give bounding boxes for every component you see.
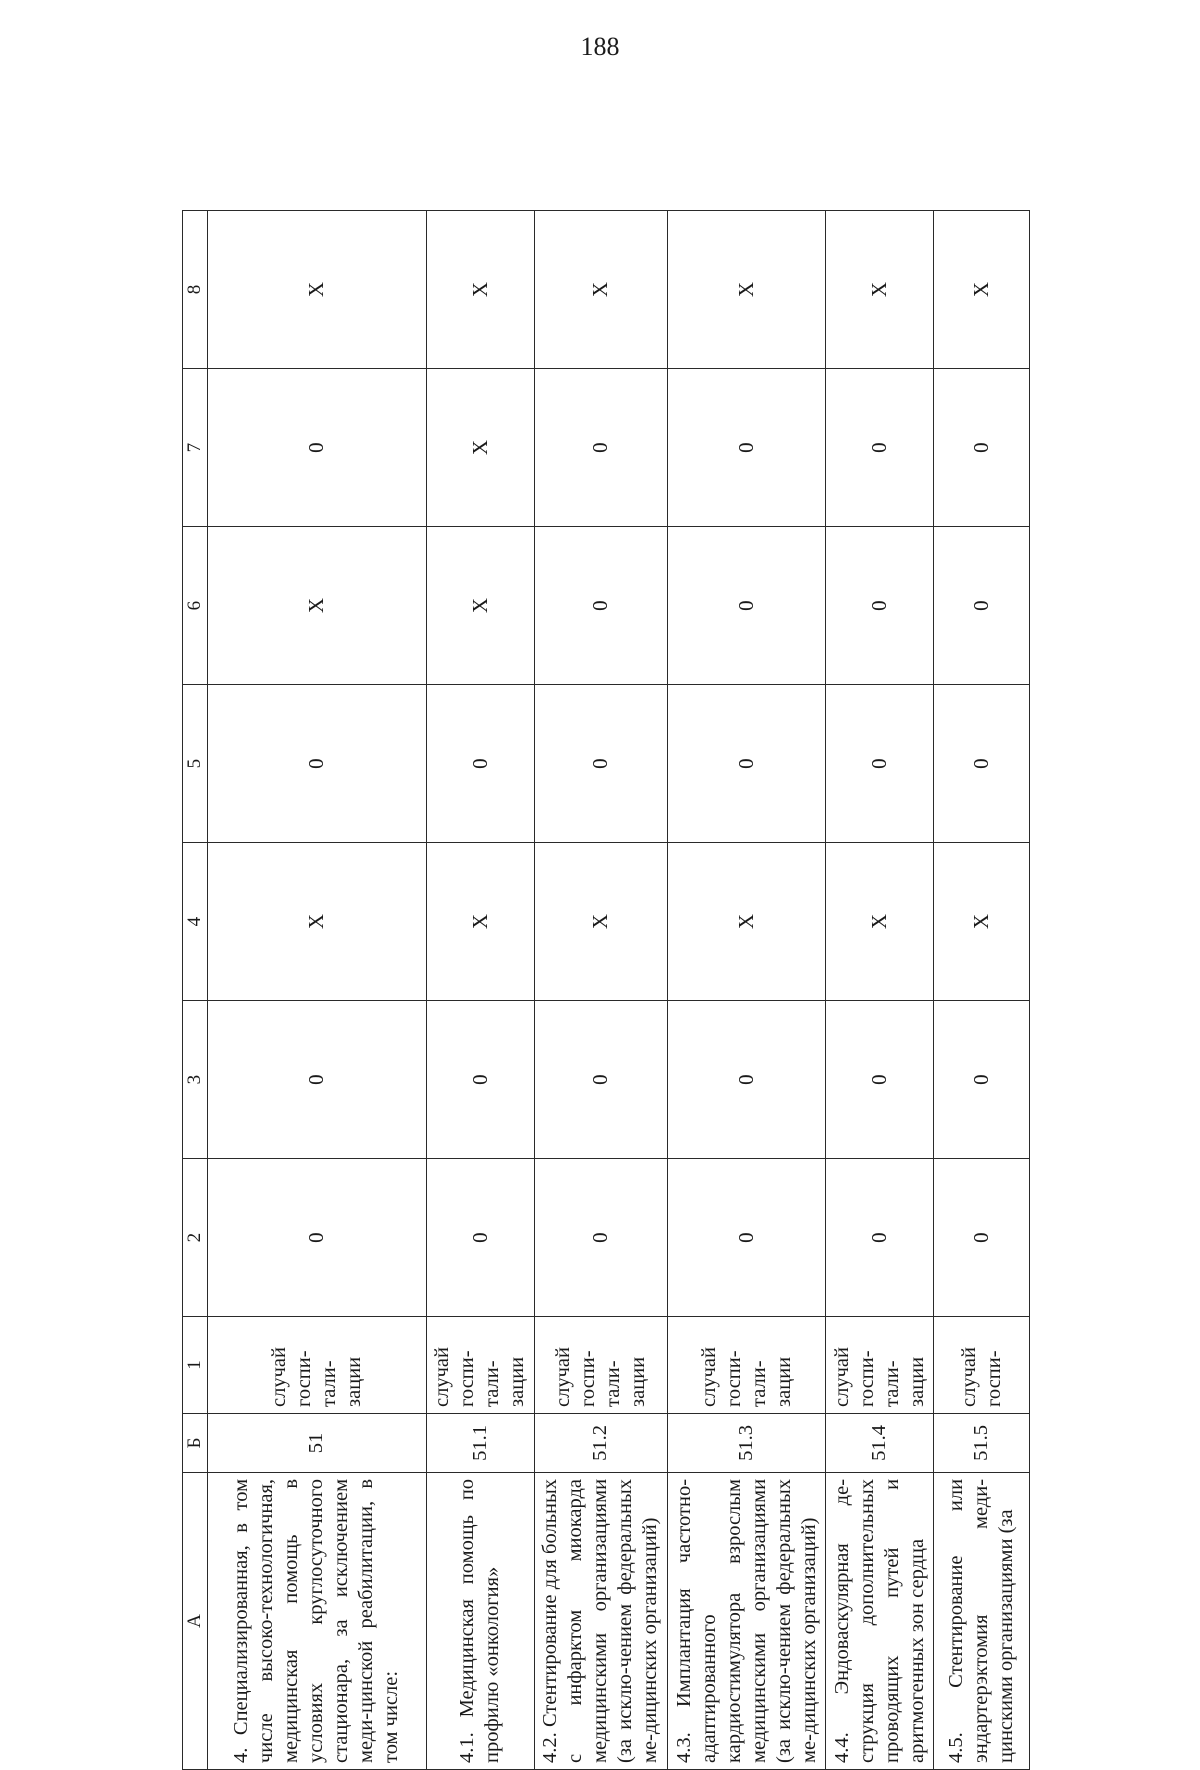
value-cell: X xyxy=(934,211,1030,369)
row-unit-cell xyxy=(826,1317,934,1414)
value-cell: X xyxy=(426,211,534,369)
column-header: 3 xyxy=(183,1001,208,1159)
unit-line: тали- xyxy=(747,1360,770,1407)
unit-line: тали- xyxy=(481,1360,504,1407)
value-cell: X xyxy=(208,843,427,1001)
unit-line: госпи- xyxy=(292,1350,315,1407)
row-name-cell: 4.3. Имплантация частотно-адаптированного кардиостимулятора взрослым медицинскими организациями (за исклю-чением федеральных ме-дицинских организаций) xyxy=(667,1472,825,1769)
column-header: 6 xyxy=(183,527,208,685)
value-cell: X xyxy=(426,843,534,1001)
row-name-cell: 4.1. Медицинская помощь по профилю «онкология» xyxy=(426,1472,534,1769)
table-row xyxy=(667,211,825,1770)
table-row xyxy=(534,211,667,1770)
column-header: A xyxy=(183,1472,208,1769)
table-row xyxy=(208,211,427,1770)
value-cell: X xyxy=(534,843,667,1001)
value-cell: X xyxy=(667,843,825,1001)
value-cell: 0 xyxy=(534,1159,667,1317)
value-cell: 0 xyxy=(667,685,825,843)
table-body xyxy=(208,211,1030,1770)
row-name-cell: 4. Специализированная, в том числе высоко-технологичная, медицинская помощь в условиях круглосуточного стационара, за исключением меди-цинской реабилитации, в том числе: xyxy=(208,1472,427,1769)
value-cell: 0 xyxy=(826,527,934,685)
value-cell: X xyxy=(426,527,534,685)
column-header: Б xyxy=(183,1413,208,1472)
value-cell: X xyxy=(534,211,667,369)
value-cell: X xyxy=(826,843,934,1001)
column-header: 5 xyxy=(183,685,208,843)
value-cell: 0 xyxy=(426,685,534,843)
value-cell: 0 xyxy=(534,369,667,527)
table-header-row xyxy=(183,211,208,1770)
unit-line: госпи- xyxy=(722,1350,745,1407)
row-name-cell: 4.4. Эндоваскулярная де-струкция дополнительных проводящих путей и аритмогенных зон сердца xyxy=(826,1472,934,1769)
table-row xyxy=(826,211,934,1770)
value-cell: X xyxy=(826,211,934,369)
unit-line: зации xyxy=(342,1356,365,1407)
value-cell: X xyxy=(208,527,427,685)
value-cell: X xyxy=(934,843,1030,1001)
unit-line: зации xyxy=(772,1356,795,1407)
value-cell: 0 xyxy=(426,1159,534,1317)
unit-line: госпи- xyxy=(456,1350,479,1407)
value-cell: 0 xyxy=(426,1001,534,1159)
unit-line: случай xyxy=(830,1347,853,1407)
value-cell: 0 xyxy=(826,369,934,527)
value-cell: X xyxy=(208,211,427,369)
column-header: 7 xyxy=(183,369,208,527)
unit-line: госпи- xyxy=(855,1350,878,1407)
value-cell: 0 xyxy=(934,685,1030,843)
row-unit-cell xyxy=(667,1317,825,1414)
value-cell: 0 xyxy=(667,369,825,527)
page-number: 188 xyxy=(580,32,620,61)
column-header: 2 xyxy=(183,1159,208,1317)
value-cell: 0 xyxy=(826,685,934,843)
row-name-cell: 4.2. Стентирование для больных с инфарктом миокарда медицинскими организациями (за исклю-чением федеральных ме-дицинских организаций) xyxy=(534,1472,667,1769)
table-row xyxy=(426,211,534,1770)
value-cell: 0 xyxy=(534,1001,667,1159)
unit-line: случай xyxy=(431,1347,454,1407)
value-cell: 0 xyxy=(934,527,1030,685)
row-code-cell: 51.5 xyxy=(934,1413,1030,1472)
value-cell: 0 xyxy=(208,1001,427,1159)
unit-line: случай xyxy=(957,1347,980,1407)
unit-line: случай xyxy=(267,1347,290,1407)
value-cell: 0 xyxy=(934,1159,1030,1317)
column-header: 4 xyxy=(183,843,208,1001)
row-name-cell: 4.5. Стентирование или эндартерэктомия меди-цинскими организациями (за xyxy=(934,1472,1030,1769)
row-code-cell: 51.2 xyxy=(534,1413,667,1472)
value-cell: 0 xyxy=(826,1001,934,1159)
value-cell: 0 xyxy=(208,685,427,843)
unit-line: госпи- xyxy=(982,1350,1005,1407)
value-cell: 0 xyxy=(208,369,427,527)
value-cell: 0 xyxy=(534,685,667,843)
value-cell: 0 xyxy=(534,527,667,685)
data-table xyxy=(182,210,1030,1770)
value-cell: X xyxy=(667,211,825,369)
row-code-cell: 51 xyxy=(208,1413,427,1472)
row-unit-cell xyxy=(426,1317,534,1414)
unit-line: тали- xyxy=(317,1360,340,1407)
table-row xyxy=(934,211,1030,1770)
value-cell: X xyxy=(426,369,534,527)
row-unit-cell xyxy=(534,1317,667,1414)
unit-line: зации xyxy=(626,1356,649,1407)
value-cell: 0 xyxy=(667,1159,825,1317)
row-unit-cell xyxy=(934,1317,1030,1414)
unit-line: случай xyxy=(551,1347,574,1407)
unit-line: тали- xyxy=(601,1360,624,1407)
row-code-cell: 51.4 xyxy=(826,1413,934,1472)
row-code-cell: 51.1 xyxy=(426,1413,534,1472)
column-header: 1 xyxy=(183,1317,208,1414)
row-code-cell: 51.3 xyxy=(667,1413,825,1472)
value-cell: 0 xyxy=(667,1001,825,1159)
value-cell: 0 xyxy=(934,369,1030,527)
row-unit-cell xyxy=(208,1317,427,1414)
unit-line: случай xyxy=(697,1347,720,1407)
value-cell: 0 xyxy=(667,527,825,685)
value-cell: 0 xyxy=(934,1001,1030,1159)
unit-line: зации xyxy=(905,1356,928,1407)
column-header: 8 xyxy=(183,211,208,369)
unit-line: госпи- xyxy=(576,1350,599,1407)
unit-line: зации xyxy=(506,1356,529,1407)
value-cell: 0 xyxy=(208,1159,427,1317)
unit-line: тали- xyxy=(880,1360,903,1407)
value-cell: 0 xyxy=(826,1159,934,1317)
